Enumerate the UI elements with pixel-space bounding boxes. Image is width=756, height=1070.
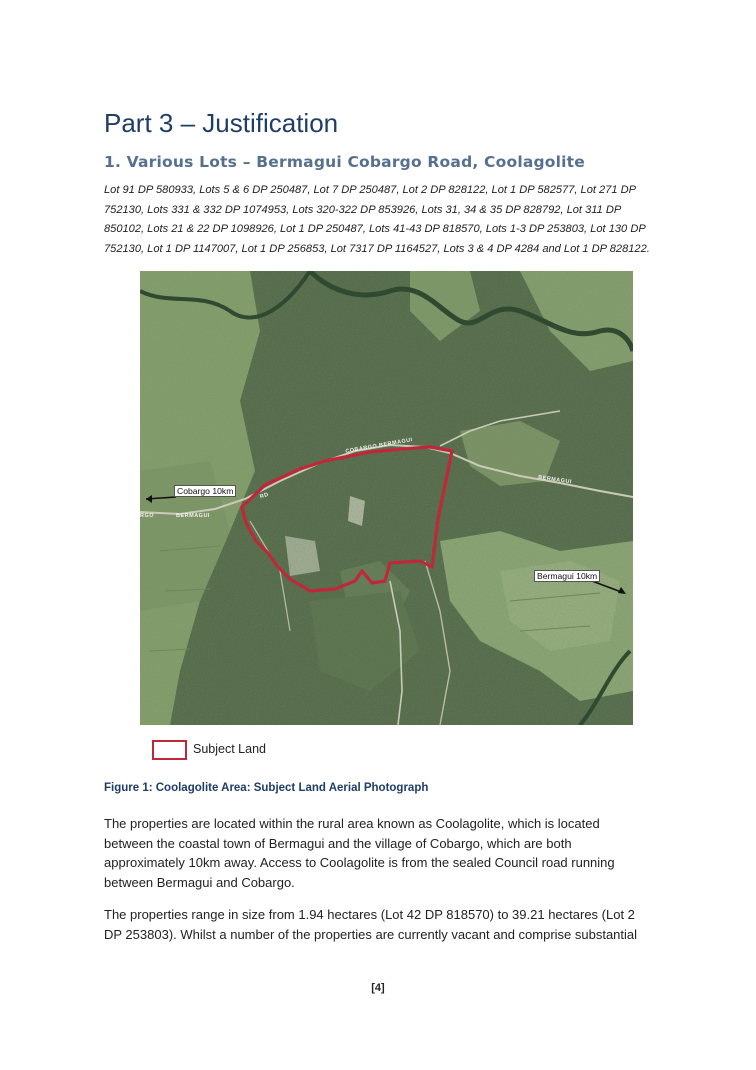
page-heading: Part 3 – Justification bbox=[104, 108, 339, 138]
paragraph-line: The properties are located within the rural area known as Coolagolite, which is located bbox=[104, 816, 600, 831]
road-label: RD bbox=[259, 491, 270, 501]
map-label-cobargo: Cobargo 10km bbox=[174, 485, 236, 497]
section-title: 1. Various Lots – Bermagui Cobargo Road, Coolagolite bbox=[104, 153, 585, 171]
road-label: BERMAGUI bbox=[176, 513, 210, 519]
road-label: RGO bbox=[140, 513, 155, 519]
paragraph-line: approximately 10km away. Access to Coolagolite is from the sealed Council road running bbox=[104, 855, 615, 871]
aerial-photo-svg bbox=[140, 271, 633, 725]
legend-label: Subject Land bbox=[193, 742, 266, 756]
paragraph-line: The properties range in size from 1.94 hectares (Lot 42 DP 818570) to 39.21 hectares (Lot 2 bbox=[104, 907, 635, 922]
lots-line: 752130, Lots 331 & 332 DP 1074953, Lots 320-322 DP 853926, Lots 31, 34 & 35 DP 828792, Lot 311 DP bbox=[104, 203, 622, 216]
lots-line: Lot 91 DP 580933, Lots 5 & 6 DP 250487, Lot 7 DP 250487, Lot 2 DP 828122, Lot 1 DP 582577, Lot 271 DP bbox=[104, 184, 637, 196]
road-label: BERMAGUI bbox=[537, 474, 573, 486]
paragraph-line: DP 253803). Whilst a number of the properties are currently vacant and comprise substantial bbox=[104, 926, 638, 942]
aerial-photograph bbox=[140, 271, 633, 725]
paragraph bbox=[104, 814, 664, 893]
lots-line: 850102, Lots 21 & 22 DP 1098926, Lot 1 DP 250487, Lots 41-43 DP 818570, Lots 1-3 DP 253803, Lot 130 DP bbox=[104, 223, 646, 235]
road-label: COBARGO BERMAGUI bbox=[344, 437, 414, 455]
page-number: [4] bbox=[371, 982, 385, 994]
legend-swatch bbox=[152, 740, 187, 760]
map-label-bermagui: Bermagui 10km bbox=[534, 570, 600, 582]
paragraph bbox=[104, 905, 664, 944]
figure-caption: Figure 1: Coolagolite Area: Subject Land Aerial Photograph bbox=[104, 782, 429, 794]
paragraph-line: between Bermagui and Cobargo. bbox=[104, 875, 295, 891]
lots-list bbox=[104, 181, 664, 259]
paragraph-line: between the coastal town of Bermagui and the village of Cobargo, which are both bbox=[104, 835, 572, 851]
lots-line: 752130, Lot 1 DP 1147007, Lot 1 DP 256853, Lot 7317 DP 1164527, Lots 3 & 4 DP 4284 and Lot 1 DP 828122. bbox=[104, 242, 650, 255]
